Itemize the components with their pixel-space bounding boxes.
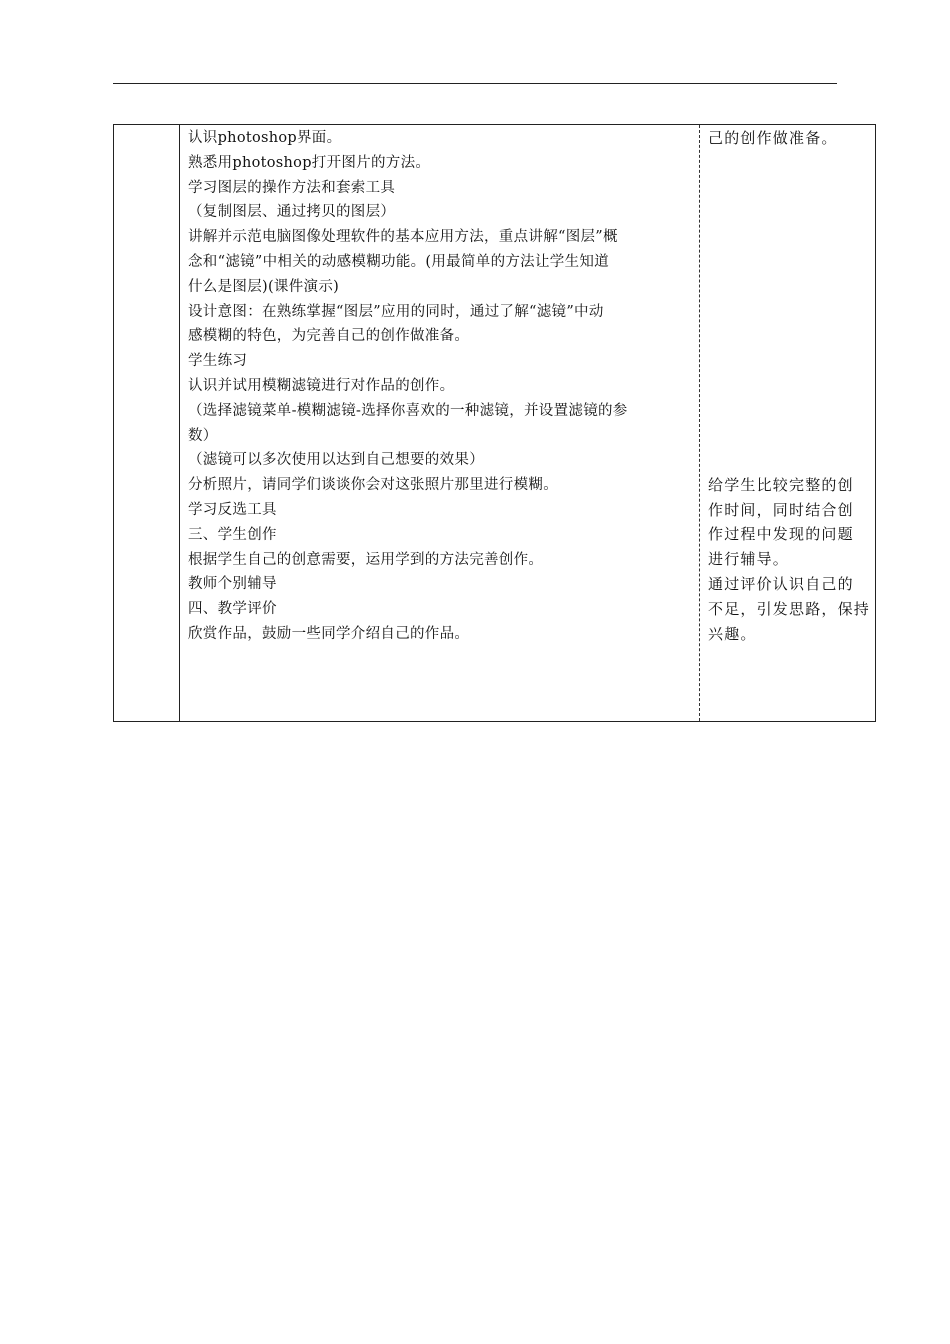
text-line: 认识并试用模糊滤镜进行对作品的创作。 [188, 377, 455, 394]
teaching-process-column [188, 126, 692, 647]
text-line: （选择滤镜菜单-模糊滤镜-选择你喜欢的一种滤镜，并设置滤镜的参 [188, 402, 628, 419]
text-line: 熟悉用photoshop打开图片的方法。 [188, 154, 431, 171]
text-line: 己的创作做准备。 [708, 129, 838, 147]
text-line: 学习反选工具 [188, 501, 277, 518]
text-line: （滤镜可以多次使用以达到自己想要的效果） [188, 452, 484, 469]
column-divider [179, 125, 180, 721]
text-line: 给学生比较完整的创 [708, 475, 854, 494]
text-line: 学习图层的操作方法和套索工具 [188, 179, 396, 196]
text-line: （复制图层、通过拷贝的图层） [188, 204, 396, 221]
text-line: 兴趣。 [708, 624, 757, 643]
text-line: 作过程中发现的问题 [708, 525, 854, 544]
text-line: 认识photoshop界面。 [188, 130, 342, 146]
text-line: 设计意图：在熟练掌握“图层”应用的同时，通过了解“滤镜”中动 [188, 303, 604, 320]
column-divider-dashed [699, 125, 700, 721]
text-line: 通过评价认识自己的 [708, 574, 854, 593]
text-line: 进行辅导。 [708, 550, 790, 569]
text-line: 作时间，同时结合创 [708, 500, 854, 519]
text-line: 讲解并示范电脑图像处理软件的基本应用方法，重点讲解“图层”概 [188, 229, 618, 246]
design-intent-column [708, 126, 870, 646]
text-line: 学生练习 [188, 353, 248, 370]
text-line: 分析照片，请同学们谈谈你会对这张照片那里进行模糊。 [188, 477, 558, 494]
text-line: 欣赏作品，鼓励一些同学介绍自己的作品。 [188, 625, 470, 642]
text-line: 四、教学评价 [188, 601, 277, 618]
text-line: 数） [188, 427, 218, 444]
text-line: 不足，引发思路，保持 [708, 599, 871, 618]
text-line: 什么是图层)(课件演示) [188, 278, 340, 295]
text-line: 三、学生创作 [188, 526, 277, 543]
lesson-plan-table [113, 124, 876, 722]
text-line: 感模糊的特色，为完善自己的创作做准备。 [188, 328, 470, 345]
text-line: 教师个别辅导 [188, 576, 277, 593]
header-rule [113, 83, 837, 84]
text-line: 根据学生自己的创意需要，运用学到的方法完善创作。 [188, 551, 544, 568]
text-line: 念和“滤镜”中相关的动感模糊功能。(用最简单的方法让学生知道 [188, 253, 609, 270]
